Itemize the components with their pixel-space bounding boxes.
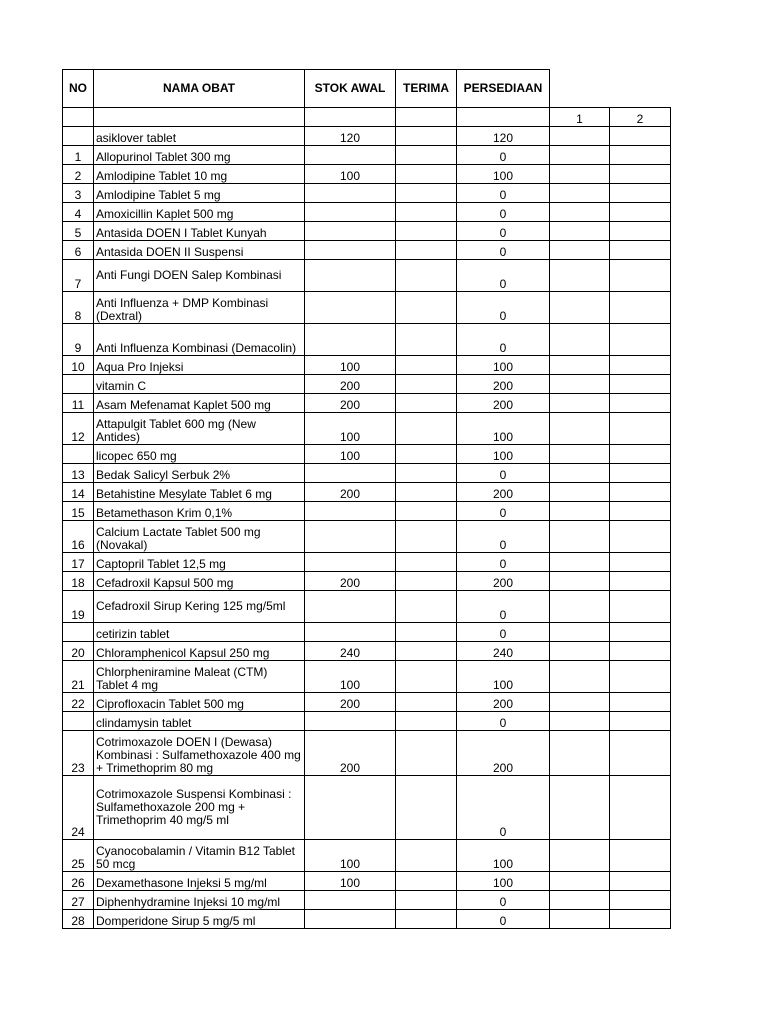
table-cell-stok-awal: 100 [305,661,396,693]
table-cell-persediaan: 200 [457,483,550,502]
table-cell-persediaan: 0 [457,324,550,356]
table-cell-no: 13 [63,464,94,483]
table-cell-col-2 [610,146,671,165]
table-cell-persediaan: 0 [457,623,550,642]
table-cell-stok-awal: 100 [305,413,396,445]
table-cell-name: Domperidone Sirup 5 mg/5 ml [94,910,305,929]
table-cell-col-1 [550,483,610,502]
table-cell-col-1 [550,872,610,891]
table-cell-persediaan: 0 [457,184,550,203]
table-cell-no: 14 [63,483,94,502]
table-row [63,891,671,910]
table-cell-col-2 [610,661,671,693]
table-cell-name: Cyanocobalamin / Vitamin B12 Tablet 50 mcg [94,840,305,872]
table-row [63,146,671,165]
table-cell-persediaan: 100 [457,661,550,693]
table-cell-col-2 [610,445,671,464]
table-cell-terima [396,840,457,872]
table-cell-no: 15 [63,502,94,521]
table-cell-terima [396,203,457,222]
table-cell-persediaan: 120 [457,127,550,146]
table-cell-col-1 [550,203,610,222]
table-cell-terima [396,502,457,521]
table-cell-stok-awal [305,146,396,165]
table-cell-no [63,623,94,642]
table-cell-stok-awal [305,292,396,324]
table-row [63,222,671,241]
table-cell-terima [396,623,457,642]
table-cell-stok-awal: 100 [305,872,396,891]
table-cell-stok-awal: 100 [305,356,396,375]
table-cell-persediaan: 0 [457,146,550,165]
table-cell-stok-awal: 100 [305,840,396,872]
table-cell-no: 17 [63,553,94,572]
table-cell-terima [396,146,457,165]
table-row [63,776,671,840]
table-cell-no: 5 [63,222,94,241]
table-cell-terima [396,731,457,776]
table-row [63,642,671,661]
table-row [63,464,671,483]
table-cell-stok-awal [305,623,396,642]
table-cell-persediaan: 0 [457,910,550,929]
table-cell-no: 27 [63,891,94,910]
table-cell-terima [396,241,457,260]
table-cell-name: Allopurinol Tablet 300 mg [94,146,305,165]
table-row [63,591,671,623]
table-cell-terima [396,776,457,840]
table-cell-terima [396,872,457,891]
table-cell-name: asiklover tablet [94,127,305,146]
table-cell-no [63,127,94,146]
table-cell-no: 8 [63,292,94,324]
table-cell-col-1 [550,222,610,241]
table-row [63,661,671,693]
header-blank [550,70,671,108]
table-cell-stok-awal: 200 [305,394,396,413]
table-cell-col-1 [550,712,610,731]
table-cell-name: Bedak Salicyl Serbuk 2% [94,464,305,483]
table-cell-no: 6 [63,241,94,260]
table-cell-no: 2 [63,165,94,184]
table-cell-persediaan: 0 [457,292,550,324]
table-cell-persediaan: 200 [457,394,550,413]
table-cell-persediaan: 100 [457,445,550,464]
table-cell-terima [396,910,457,929]
table-cell-col-1 [550,127,610,146]
table-row [63,292,671,324]
table-cell-col-2 [610,712,671,731]
table-cell-no [63,445,94,464]
table-cell-persediaan: 0 [457,591,550,623]
table-cell-name: Cefadroxil Sirup Kering 125 mg/5ml [94,591,305,623]
table-cell-name: Amoxicillin Kaplet 500 mg [94,203,305,222]
table-row [63,203,671,222]
table-cell-col-2 [610,693,671,712]
table-cell-stok-awal [305,591,396,623]
table-row [63,375,671,394]
table-cell-persediaan: 0 [457,776,550,840]
table-cell-col-2 [610,464,671,483]
table-cell-terima [396,591,457,623]
table-cell-col-2 [610,483,671,502]
table-row [63,445,671,464]
table-cell-name: Betahistine Mesylate Tablet 6 mg [94,483,305,502]
table-cell-terima [396,375,457,394]
table-cell-no: 28 [63,910,94,929]
table-row [63,483,671,502]
table-cell-persediaan: 0 [457,260,550,292]
table-row [63,241,671,260]
table-cell-name: Amlodipine Tablet 10 mg [94,165,305,184]
table-cell-persediaan: 100 [457,165,550,184]
table-cell-name: Antasida DOEN I Tablet Kunyah [94,222,305,241]
table-cell-terima [396,222,457,241]
sub-cell-persediaan [457,108,550,127]
table-cell-persediaan: 0 [457,521,550,553]
table-cell-col-1 [550,642,610,661]
table-row [63,731,671,776]
table-row [63,521,671,553]
table-cell-col-1 [550,324,610,356]
table-cell-name: Calcium Lactate Tablet 500 mg (Novakal) [94,521,305,553]
table-cell-col-2 [610,222,671,241]
sub-cell-stok [305,108,396,127]
table-cell-col-1 [550,184,610,203]
table-cell-col-2 [610,872,671,891]
table-cell-terima [396,165,457,184]
table-cell-stok-awal [305,260,396,292]
table-cell-name: Anti Fungi DOEN Salep Kombinasi [94,260,305,292]
table-cell-col-1 [550,591,610,623]
table-cell-stok-awal [305,203,396,222]
table-cell-no: 20 [63,642,94,661]
table-cell-no: 16 [63,521,94,553]
sub-cell-no [63,108,94,127]
table-cell-persediaan: 0 [457,502,550,521]
table-row [63,165,671,184]
table-cell-persediaan: 240 [457,642,550,661]
table-cell-terima [396,445,457,464]
table-cell-stok-awal: 200 [305,572,396,591]
table-cell-terima [396,642,457,661]
table-cell-col-2 [610,502,671,521]
table-cell-persediaan: 200 [457,375,550,394]
sub-header-2: 2 [610,108,671,127]
table-cell-name: Chloramphenicol Kapsul 250 mg [94,642,305,661]
table-cell-stok-awal [305,891,396,910]
table-cell-col-2 [610,891,671,910]
table-cell-stok-awal [305,222,396,241]
table-cell-persediaan: 100 [457,356,550,375]
table-cell-col-2 [610,413,671,445]
table-cell-stok-awal [305,502,396,521]
table-cell-col-2 [610,572,671,591]
table-cell-name: Captopril Tablet 12,5 mg [94,553,305,572]
table-cell-persediaan: 200 [457,731,550,776]
table-cell-no: 1 [63,146,94,165]
header-terima: TERIMA [396,70,457,108]
table-cell-col-2 [610,324,671,356]
table-cell-no: 22 [63,693,94,712]
table-cell-stok-awal [305,464,396,483]
table-row [63,413,671,445]
table-cell-col-1 [550,241,610,260]
table-cell-terima [396,693,457,712]
table-cell-col-2 [610,731,671,776]
table-cell-col-1 [550,693,610,712]
table-cell-name: Chlorpheniramine Maleat (CTM) Tablet 4 mg [94,661,305,693]
table-cell-name: vitamin C [94,375,305,394]
table-cell-name: Aqua Pro Injeksi [94,356,305,375]
table-cell-col-1 [550,165,610,184]
header-no: NO [63,70,94,108]
table-row [63,502,671,521]
drug-stock-table [62,69,671,929]
table-cell-col-2 [610,241,671,260]
table-cell-persediaan: 0 [457,241,550,260]
table-cell-col-1 [550,502,610,521]
table-cell-stok-awal [305,712,396,731]
table-cell-persediaan: 100 [457,840,550,872]
table-cell-col-2 [610,260,671,292]
table-cell-col-1 [550,445,610,464]
table-cell-no: 18 [63,572,94,591]
table-cell-stok-awal [305,910,396,929]
table-cell-terima [396,572,457,591]
table-cell-persediaan: 0 [457,553,550,572]
table-cell-col-2 [610,910,671,929]
table-cell-col-1 [550,146,610,165]
table-cell-terima [396,464,457,483]
table-cell-stok-awal: 200 [305,375,396,394]
table-cell-name: clindamysin tablet [94,712,305,731]
table-cell-stok-awal: 100 [305,165,396,184]
table-cell-stok-awal [305,776,396,840]
table-row [63,712,671,731]
sub-cell-name [94,108,305,127]
sub-header-1: 1 [550,108,610,127]
table-cell-stok-awal: 240 [305,642,396,661]
table-cell-no: 23 [63,731,94,776]
table-cell-stok-awal: 200 [305,693,396,712]
table-cell-col-2 [610,553,671,572]
table-cell-name: Anti Influenza + DMP Kombinasi (Dextral) [94,292,305,324]
table-cell-terima [396,292,457,324]
table-row [63,872,671,891]
table-cell-no: 19 [63,591,94,623]
table-cell-name: Attapulgit Tablet 600 mg (New Antides) [94,413,305,445]
table-cell-col-2 [610,521,671,553]
table-cell-no: 21 [63,661,94,693]
table-cell-col-1 [550,521,610,553]
table-row [63,693,671,712]
table-row [63,394,671,413]
table-cell-terima [396,483,457,502]
table-cell-persediaan: 0 [457,222,550,241]
table-cell-no: 3 [63,184,94,203]
table-cell-persediaan: 200 [457,572,550,591]
table-cell-name: Diphenhydramine Injeksi 10 mg/ml [94,891,305,910]
table-row [63,572,671,591]
table-cell-terima [396,260,457,292]
table-body [63,127,671,929]
table-cell-stok-awal [305,521,396,553]
table-cell-col-2 [610,165,671,184]
table-row [63,553,671,572]
table-cell-col-2 [610,591,671,623]
table-cell-col-2 [610,840,671,872]
table-cell-no: 24 [63,776,94,840]
table-cell-col-1 [550,891,610,910]
table-cell-name: Asam Mefenamat Kaplet 500 mg [94,394,305,413]
table-cell-col-1 [550,464,610,483]
table-cell-terima [396,413,457,445]
table-cell-col-1 [550,910,610,929]
table-row [63,623,671,642]
table-cell-col-2 [610,623,671,642]
table-cell-stok-awal: 120 [305,127,396,146]
table-row [63,260,671,292]
table-row [63,910,671,929]
table-cell-name: Dexamethasone Injeksi 5 mg/ml [94,872,305,891]
table-cell-name: Ciprofloxacin Tablet 500 mg [94,693,305,712]
header-persediaan: PERSEDIAAN [457,70,550,108]
table-cell-terima [396,127,457,146]
table-cell-col-1 [550,375,610,394]
table-cell-persediaan: 100 [457,872,550,891]
table-cell-col-1 [550,356,610,375]
table-cell-col-2 [610,292,671,324]
table-cell-col-2 [610,127,671,146]
table-cell-name: Cotrimoxazole DOEN I (Dewasa) Kombinasi : Sulfamethoxazole 400 mg + Trimethoprim 80 mg [94,731,305,776]
table-cell-persediaan: 0 [457,203,550,222]
table-cell-col-2 [610,184,671,203]
table-cell-persediaan: 0 [457,464,550,483]
header-nama-obat: NAMA OBAT [94,70,305,108]
table-cell-terima [396,712,457,731]
table-cell-col-1 [550,260,610,292]
table-cell-name: cetirizin tablet [94,623,305,642]
table-cell-name: Betamethason Krim 0,1% [94,502,305,521]
header-stok-awal: STOK AWAL [305,70,396,108]
table-cell-name: Cotrimoxazole Suspensi Kombinasi : Sulfamethoxazole 200 mg + Trimethoprim 40 mg/5 ml [94,776,305,840]
table-cell-col-1 [550,623,610,642]
table-row [63,356,671,375]
table-cell-no: 26 [63,872,94,891]
table-row [63,840,671,872]
table-cell-col-1 [550,572,610,591]
table-cell-no: 9 [63,324,94,356]
table-cell-no: 11 [63,394,94,413]
table-cell-no: 7 [63,260,94,292]
table-cell-stok-awal: 200 [305,483,396,502]
table-cell-terima [396,184,457,203]
table-cell-persediaan: 100 [457,413,550,445]
table-cell-col-1 [550,553,610,572]
table-cell-no [63,375,94,394]
table-cell-stok-awal: 200 [305,731,396,776]
table-cell-terima [396,324,457,356]
table-cell-stok-awal [305,241,396,260]
table-cell-terima [396,553,457,572]
table-cell-col-2 [610,203,671,222]
table-cell-col-2 [610,394,671,413]
table-cell-col-1 [550,394,610,413]
table-cell-col-1 [550,292,610,324]
table-cell-col-1 [550,413,610,445]
table-cell-stok-awal [305,184,396,203]
table-cell-persediaan: 200 [457,693,550,712]
table-cell-terima [396,394,457,413]
table-cell-stok-awal: 100 [305,445,396,464]
sub-header-row [63,108,671,127]
table-cell-terima [396,661,457,693]
table-cell-col-1 [550,661,610,693]
header-row [63,70,671,108]
table-cell-terima [396,891,457,910]
table-cell-persediaan: 0 [457,712,550,731]
table-cell-persediaan: 0 [457,891,550,910]
table-cell-no: 10 [63,356,94,375]
table-cell-name: Cefadroxil Kapsul 500 mg [94,572,305,591]
table-cell-terima [396,521,457,553]
table-cell-col-2 [610,356,671,375]
table-cell-name: Antasida DOEN II Suspensi [94,241,305,260]
table-cell-name: Amlodipine Tablet 5 mg [94,184,305,203]
table-cell-no: 25 [63,840,94,872]
table-cell-stok-awal [305,324,396,356]
table-cell-col-1 [550,776,610,840]
table-cell-col-2 [610,375,671,394]
table-row [63,184,671,203]
table-cell-no: 12 [63,413,94,445]
table-cell-col-2 [610,776,671,840]
table-cell-no: 4 [63,203,94,222]
table-cell-terima [396,356,457,375]
table-cell-no [63,712,94,731]
table-cell-col-1 [550,840,610,872]
table-cell-name: licopec 650 mg [94,445,305,464]
table-row [63,127,671,146]
table-cell-col-2 [610,642,671,661]
table-cell-stok-awal [305,553,396,572]
table-row [63,324,671,356]
table-cell-col-1 [550,731,610,776]
table-cell-name: Anti Influenza Kombinasi (Demacolin) [94,324,305,356]
sub-cell-terima [396,108,457,127]
